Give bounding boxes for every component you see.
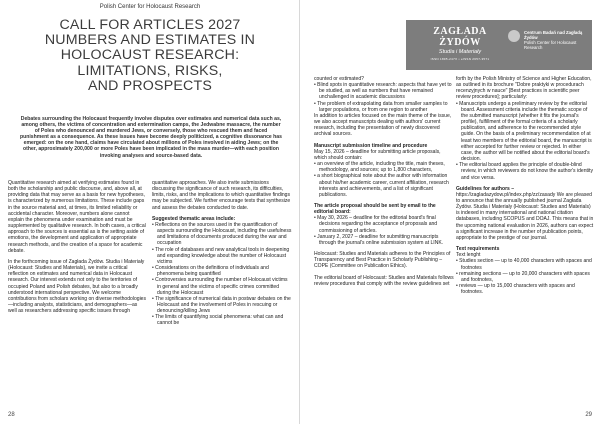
column-4 [456,76,594,295]
paragraph: In the forthcoming issue of Zagłada Żydów. Studia i Materiały (Holocaust: Studies and Materials), we invite a critical reflection on estimates and numerical data in Holocaust research. Our interest extends not only to the territories of occupied Poland and Polish debates, but also to a broadly understood international perspective. We welcome contributions from scholars working on diverse methodologies—including analysts, statisticians, and demographers—as well as researchers addressing specific issues through [8,258,147,315]
bullet-item: • The significance of numerical data in postwar debates on the Holocaust and the involvement of Poles in rescuing or denouncing/killing Jews [152,295,291,315]
column-2 [152,180,292,327]
bullet-item: • a short biographical note about the author with information about his/her academic career, current affiliation, research interests and achievements, and a list of significant publications. [314,173,449,198]
right-page [300,0,600,424]
title-line: CALL FOR ARTICLES 2027 [59,17,241,33]
journal-banner [406,20,592,70]
page-number: 29 [585,412,592,418]
title-line: HOLOCAUST RESEARCH: [60,47,240,64]
journal-issn: ISSN 1895-247X • eISSN 2657-3571 [430,57,490,61]
bullet-item: • Controversies surrounding the number of Holocaust victims in general and the victims of specific crimes committed during the Holocaust [152,277,288,296]
bullet-item: • an overview of the article, including the title, main theses, methodology, and sources; up to 1,800 characters, [314,161,445,174]
bullet-item: • The role of databases and new analytical tools in deepening and expanding knowledge about the number of Holocaust victims [152,246,290,265]
paragraph: Text lenght [456,252,481,259]
bullet-item: • reviews — up to 15,000 characters with spaces and footnotes. [456,283,575,296]
bullet-item: • The editorial board applies the principle of double-blind review, in which reviewers do not know the author's identity and vice versa. [456,162,593,181]
title-line: AND PROSPECTS [87,77,212,94]
organization-name-en: Polish Center for Holocaust Research [524,40,577,50]
paragraph: May 15, 2026 – deadline for submitting article proposals, which should contain: [314,148,441,161]
paragraph: https://zagladazydow.pl/index.php/zz/zasady We are pleased to announce that the annually published journal Zagłada Żydów. Studia i Materiały (Holocaust: Studies and Materials) is indexed in many international and national citation databases, including SCOPUS and DOAJ. This means that in the upcoming national evaluation in 2026, authors can expect a significant increase in the number of publication points, appropriate to the prestige of our journal. [456,191,594,241]
bullet-item: • Studies section — up to 40,000 characters with spaces and footnotes [456,258,592,271]
paragraph: Holocaust: Studies and Materials adheres to the Principles of Transparency and Best Practice in Scholarly Publishing – COPE (Committee on Publication Ethics). [314,251,451,270]
bullet-item: • Considerations on the definitions of individuals and phenomena being quantified [152,265,269,278]
page-number: 28 [8,412,15,418]
bullet-item: • The limits of quantifying social phenomena: what can and cannot be [152,314,284,327]
bullet-item: • Blind spots in quantitative research: aspects that have yet to be studied, as well as numbers that have remained unchallenged in academic discussions [314,82,452,101]
section-heading: Manuscript submission timeline and procedure [314,142,428,149]
paragraph: forth by the Polish Ministry of Science and Higher Education, as outlined in its brochure "Dobre praktyki w procedurach recenzyjnych w nauce" [Best practices in scientific peer review procedures]; particularly: [456,76,592,101]
title-line: LIMITATIONS, RISKS, [77,62,223,79]
journal-subtitle: Studia i Materiały [438,49,482,55]
paragraph: The editorial board of Holocaust: Studies and Materials follows review procedures that comply with the review guidelines set [314,274,454,287]
column-3 [314,76,454,292]
paragraph: quantitative approaches. We also invite submissions discussing the significance of such research, its difficulties, limits, risks, and the implications to which quantitative findings may be subjected. We further encourage texts that synthesize and assess the debates conducted to date. [152,180,291,211]
section-heading: Guidelines for authors – [456,185,515,192]
bullet-item: • Reflections on the sources used in the quantification of aspects surrounding the Holocaust, including the usefulness and limitations of documents produced during the war and occupation [152,221,292,247]
lead-paragraph: Debates surrounding the Holocaust frequently involve disputes over estimates and numerical data such as, among others, the victims of concentration and extermination camps, the Jedwabne massacre, the number of Poles who denounced and murdered Jews, or conversely, those who rescued them and faced punishment as a consequence. As these issues have become deeply politicized, a cognitive dissonance has emerged: on the one hand, claims have circulated about millions of Poles involved in aiding Jews; on the other, approximately 200,000 or more Poles have been implicated in the mass murder—with each position invoking analyses and source-based data. [20,116,282,159]
paragraph: Quantitative research aimed at verifying estimates found in both the scholarship and public discourse, and, above all, at providing data that may serve as a basis for new hypotheses, is characterized by numerous limitations. These include gaps in the source material and, at times, its limited reliability or accidental character. Moreover, numbers alone cannot explain the phenomena under examination and must be supplemented by qualitative research. In both cases, a critical approach to the sources is essential as is the setting aside of emotions, the development and application of appropriate research methods, and the creation of a space for academic debate. [8,180,146,254]
bullet-item: • remaining sections — up to 20,000 characters with spaces and footnotes, [456,270,590,283]
bullet-item: • The problem of extrapolating data from smaller samples to larger populations, or from one region to another [314,100,448,113]
column-1 [8,180,146,319]
section-heading: The article proposal should be sent by email to the editorial board: [314,202,436,216]
section-heading: Text requirements [456,246,500,253]
bullet-item: • May 30, 2026 – deadline for the editorial board's final decisions regarding the acceptance of proposals and commissioning of articles. [314,215,438,234]
title-line: NUMBERS AND ESTIMATES IN [44,32,256,49]
bullet-item: • January 2, 2027 – deadline for submitting manuscripts through the journal's online submission system at LINK. [314,233,444,246]
journal-logo [414,26,506,61]
bullet-item: • Manuscripts undergo a preliminary review by the editorial board. Assessment criteria include the thematic scope of the submitted manuscript (whether it fits the journal's profile), fulfillment of the formal criteria of a scholarly publication, and adherence to the recommended style guide. On the basis of a preliminary recommendation of at least two members of the editorial board, the manuscript is either accepted for further review or rejected. In either case, the author will be notified about the editorial board's decision. [456,100,592,163]
organization-label [524,30,588,50]
article-title [40,18,260,94]
journal-title: ZAGŁADA ŻYDÓW [433,26,487,48]
section-heading: Suggested thematic areas include: [152,215,236,222]
paragraph: In addition to articles focused on the main theme of the issue, we also accept manuscripts dealing with authors' current research, including the presentation of newly discovered archival sources. [314,112,452,138]
organization-name: Centrum Badań nad Zagładą Żydów [524,30,583,40]
paragraph: counted or estimated? [314,76,364,82]
page-header: Polish Center for Holocaust Research [99,4,201,10]
center-logo-icon [508,30,520,42]
